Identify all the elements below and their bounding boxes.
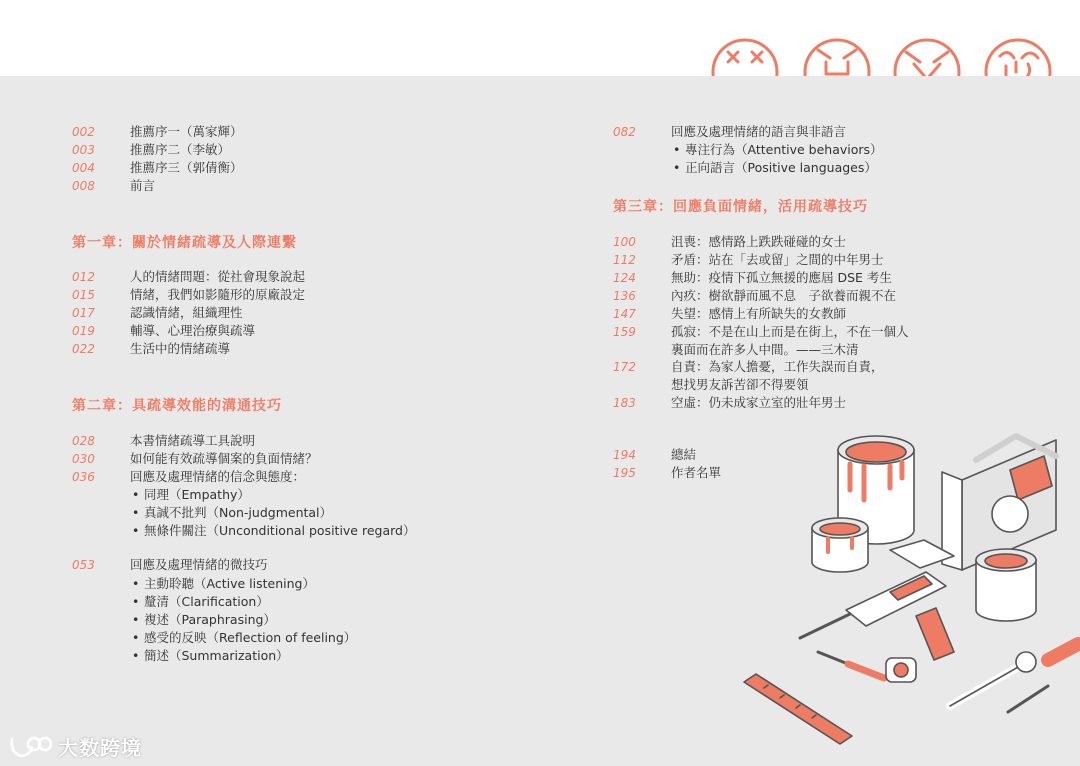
page-number: 004: [72, 161, 95, 175]
page-number: 022: [72, 342, 95, 356]
toc-entry[interactable]: [72, 268, 305, 286]
list-item: [132, 504, 332, 522]
entry-title: 自責：為家人擔憂，工作失誤而自責，: [671, 359, 884, 374]
entry-title: 認識情緒，組織理性: [130, 305, 243, 320]
page-number: 112: [613, 253, 636, 267]
entry-title: 孤寂：不是在山上而是在街上，不在一個人: [671, 324, 909, 339]
page-number: 012: [72, 270, 95, 284]
entry-title: 空虛：仍未成家立室的壯年男士: [671, 395, 847, 410]
toc-entry[interactable]: [613, 269, 892, 287]
entry-title: 回應及處理情緒的信念與態度：: [130, 469, 306, 484]
page-number: 124: [613, 271, 636, 285]
list-item: [132, 611, 276, 629]
entry-title: 回應及處理情緒的語言與非語言: [671, 124, 847, 139]
entry-title: 輔導、心理治療與疏導: [130, 323, 256, 338]
toc-entry[interactable]: [613, 305, 846, 323]
emotion-faces-strip: [0, 0, 1080, 76]
toc-entry[interactable]: [613, 287, 896, 305]
tools-illustration: [740, 420, 1080, 766]
chapter-heading: 第一章：關於情緒疏導及人際連繫: [72, 235, 297, 251]
toc-entry[interactable]: [72, 468, 305, 486]
page-number: 053: [72, 558, 95, 572]
entry-title: 回應及處理情緒的微技巧: [130, 557, 268, 572]
toc-entry[interactable]: [72, 432, 255, 450]
entry-title: 推薦序一（萬家輝）: [130, 124, 243, 139]
paint-can-icon: [812, 518, 868, 572]
list-item-label: 釐清（Clarification）: [144, 594, 269, 609]
page-number: 036: [72, 470, 95, 484]
chapter-heading: 第三章：回應負面情緒，活用疏導技巧: [613, 199, 868, 215]
screwdriver-icon: [818, 652, 884, 678]
watermark: [8, 732, 142, 761]
list-item: [132, 593, 269, 611]
page-number: 017: [72, 306, 95, 320]
toc-entry[interactable]: [72, 322, 255, 340]
list-item: [132, 647, 289, 665]
toc-entry[interactable]: [72, 450, 318, 468]
wrench-icon: [950, 652, 1036, 706]
list-item: [132, 575, 315, 593]
entry-title: 如何能有效疏導個案的負面情緒？: [130, 451, 318, 466]
list-item-label: 專注行為（Attentive behaviors）: [685, 142, 883, 157]
entry-title-continuation: 裏面而在許多人中間。——三木清: [671, 342, 859, 357]
entry-title: 人的情緒問題：從社會現象說起: [130, 269, 306, 284]
list-item: [673, 141, 883, 159]
entry-title: 無助：疫情下孤立無援的應屆 DSE 考生: [671, 270, 892, 285]
bullet-icon: •: [132, 505, 140, 520]
chapter-heading: 第二章：具疏導效能的溝通技巧: [72, 398, 282, 414]
toc-entry[interactable]: [613, 323, 909, 341]
page-number: 002: [72, 125, 95, 139]
page-number: 082: [613, 125, 636, 139]
watermark-logo-icon: [8, 734, 52, 760]
toc-entry[interactable]: [613, 446, 696, 464]
list-item-label: 感受的反映（Reflection of feeling）: [144, 630, 357, 645]
toc-entry[interactable]: [72, 286, 305, 304]
list-item-label: 正向語言（Positive languages）: [685, 160, 877, 175]
entry-title: 情緒，我們如影隨形的原廠設定: [130, 287, 306, 302]
bullet-icon: •: [673, 142, 681, 157]
entry-title: 推薦序二（李敏）: [130, 142, 231, 157]
page-number: 003: [72, 143, 95, 157]
list-item-label: 主動聆聽（Active listening）: [144, 576, 315, 591]
dizzy-face-icon: [713, 40, 777, 76]
entry-title: 生活中的情緒疏導: [130, 341, 231, 356]
crying-face-icon: [986, 40, 1050, 76]
list-item-label: 真誠不批判（Non-judgmental）: [144, 505, 333, 520]
bullet-icon: •: [132, 630, 140, 645]
page-number: 028: [72, 434, 95, 448]
toc-entry[interactable]: [72, 304, 243, 322]
list-item-label: 同理（Empathy）: [144, 487, 250, 502]
frustrated-face-icon: [895, 40, 959, 76]
page-number: 030: [72, 452, 95, 466]
paint-can-icon: [976, 549, 1036, 621]
page-number: 147: [613, 307, 636, 321]
entry-title: 失望：感情上有所缺失的女教師: [671, 306, 847, 321]
entry-title: 推薦序三（郭倩衡）: [130, 160, 243, 175]
bullet-icon: •: [132, 612, 140, 627]
toc-entry[interactable]: [72, 159, 243, 177]
entry-title: 本書情緒疏導工具說明: [130, 433, 256, 448]
bullet-icon: •: [132, 594, 140, 609]
toc-entry[interactable]: [613, 251, 884, 269]
list-item-label: 複述（Paraphrasing）: [144, 612, 276, 627]
bullet-icon: •: [132, 487, 140, 502]
list-item: [673, 159, 877, 177]
watermark-text: 大数跨境: [58, 736, 142, 760]
toc-entry[interactable]: [72, 340, 230, 358]
page-number: 136: [613, 289, 636, 303]
top-header-band: [0, 0, 1080, 76]
toc-entry[interactable]: [72, 177, 155, 195]
bullet-icon: •: [673, 160, 681, 175]
angry-face-icon: [805, 40, 869, 76]
entry-title: 沮喪：感情路上跌跌碰碰的女士: [671, 234, 847, 249]
list-item: [132, 486, 250, 504]
page-number: 194: [613, 448, 636, 462]
list-item: [132, 522, 415, 540]
bullet-icon: •: [132, 648, 140, 663]
list-item-label: 無條件關注（Unconditional positive regard）: [144, 523, 416, 538]
entry-title: 總結: [671, 447, 697, 462]
toc-entry[interactable]: [613, 123, 846, 141]
entry-title: 前言: [130, 178, 156, 193]
list-item-label: 簡述（Summarization）: [144, 648, 289, 663]
toc-entry[interactable]: [72, 123, 243, 141]
toc-entry[interactable]: [72, 141, 230, 159]
page-number: 195: [613, 466, 636, 480]
page-number: 019: [72, 324, 95, 338]
list-item: [132, 629, 356, 647]
toc-entry[interactable]: [613, 394, 846, 412]
page-number: 159: [613, 325, 636, 339]
bullet-icon: •: [132, 523, 140, 538]
entry-title-continuation: 想找男友訴苦卻不得要領: [671, 377, 809, 392]
ruler-icon: [744, 674, 852, 744]
drill-icon: [800, 572, 954, 660]
page-number: 100: [613, 235, 636, 249]
entry-title: 作者名單: [671, 465, 722, 480]
page-number: 015: [72, 288, 95, 302]
toc-entry[interactable]: [613, 233, 846, 251]
toc-entry[interactable]: [613, 358, 884, 376]
entry-title: 內疚：樹欲靜而風不息 子欲養而親不在: [671, 288, 897, 303]
toc-entry[interactable]: [613, 464, 721, 482]
page-number: 183: [613, 396, 636, 410]
entry-title: 矛盾：站在「去或留」之間的中年男士: [671, 252, 884, 267]
page-number: 172: [613, 360, 636, 374]
page-number: 008: [72, 179, 95, 193]
toc-entry[interactable]: [72, 556, 268, 574]
bullet-icon: •: [132, 576, 140, 591]
